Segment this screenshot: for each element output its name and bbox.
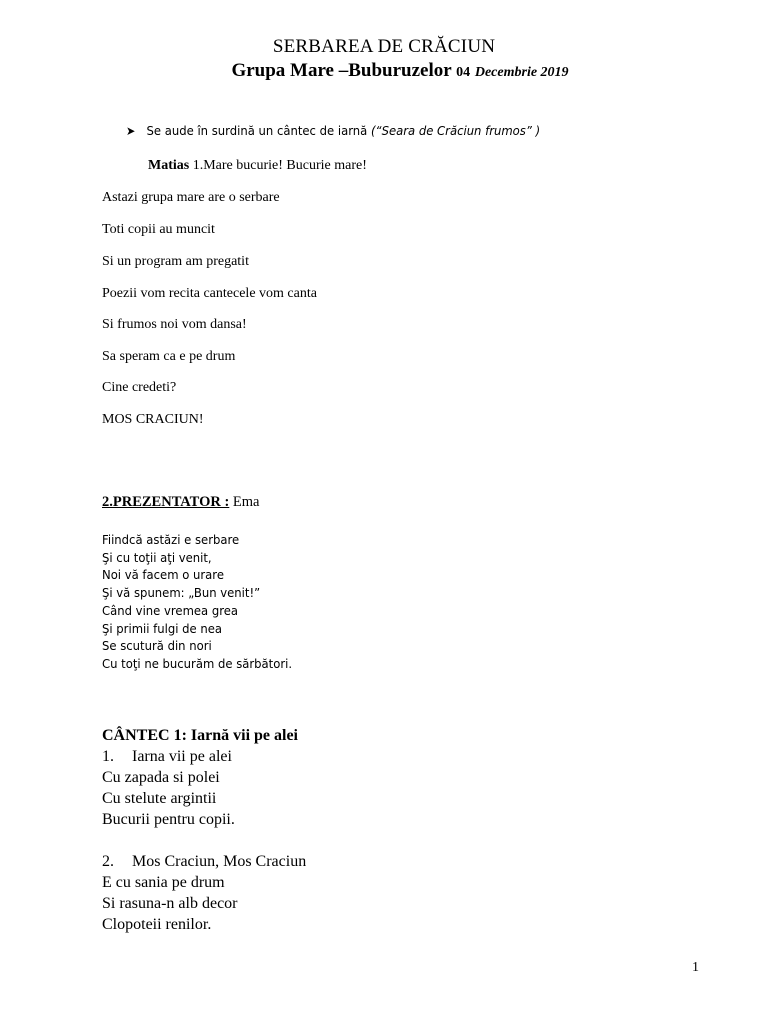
poem-line: Când vine vremea grea	[102, 602, 239, 618]
song-line: E cu sania pe drum	[102, 874, 225, 891]
stage-direction-song: (“Seara de Crăciun frumos” )	[371, 123, 541, 138]
stage-direction-text: Se aude în surdină un cântec de iarnă	[146, 123, 368, 138]
verse-line: 1.Mare bucurie! Bucurie mare!	[192, 158, 367, 173]
speaker-presenter	[102, 494, 260, 511]
song-line-text: Mos Craciun, Mos Craciun	[132, 853, 307, 870]
song-title: CÂNTEC 1: Iarnă vii pe alei	[102, 727, 298, 744]
document-subtitle	[0, 60, 768, 82]
verse-line: MOS CRACIUN!	[102, 412, 204, 427]
arrow-bullet-icon: ➤	[126, 124, 136, 138]
presenter-name: Ema	[232, 494, 260, 510]
song-line: Cu stelute argintii	[102, 790, 217, 807]
song-line: Clopoteii renilor.	[102, 916, 212, 933]
verse-number: 2.	[102, 853, 114, 870]
poem-line: Se scutură din nori	[102, 638, 212, 654]
poem-line: Cu toţi ne bucurăm de sărbători.	[102, 655, 293, 671]
poem-line: Şi cu toţii aţi venit,	[102, 549, 212, 565]
verse-line: Cine credeti?	[102, 380, 177, 395]
song-line: Si rasuna-n alb decor	[102, 895, 238, 912]
verse-line: Sa speram ca e pe drum	[102, 349, 236, 364]
presenter-poem	[102, 531, 292, 673]
group-name: Grupa Mare –Buburuzelor	[231, 60, 452, 81]
poem-line: Şi primii fulgi de nea	[102, 620, 223, 636]
page-number: 1	[692, 960, 699, 975]
speaker-name: Matias	[148, 158, 190, 173]
verse-line: Si frumos noi vom dansa!	[102, 317, 247, 332]
song-verse-2-first	[102, 853, 306, 871]
verse-line: Si un program am pregatit	[102, 254, 249, 269]
verse-line: Toti copii au muncit	[102, 222, 215, 237]
poem-line: Şi vă spunem: „Bun venit!”	[102, 585, 261, 601]
date-day: 04	[456, 65, 471, 80]
verse-line: Poezii vom recita cantecele vom canta	[102, 286, 317, 301]
document-title: SERBAREA DE CRĂCIUN	[272, 36, 496, 57]
stage-direction	[126, 123, 540, 138]
poem-line: Noi vă facem o urare	[102, 567, 224, 583]
song-line-text: Iarna vii pe alei	[132, 748, 232, 765]
poem-line: Fiindcă astăzi e serbare	[102, 532, 240, 547]
song-verse-1-first	[102, 748, 232, 766]
verse-line: Astazi grupa mare are o serbare	[102, 190, 280, 205]
date-month-year: Decembrie 2019	[474, 65, 569, 80]
song-line: Bucurii pentru copii.	[102, 811, 235, 828]
presenter-label: 2.PREZENTATOR :	[102, 494, 230, 510]
verse-number: 1.	[102, 748, 114, 765]
speaker-matias	[148, 158, 367, 174]
song-line: Cu zapada si polei	[102, 769, 220, 786]
